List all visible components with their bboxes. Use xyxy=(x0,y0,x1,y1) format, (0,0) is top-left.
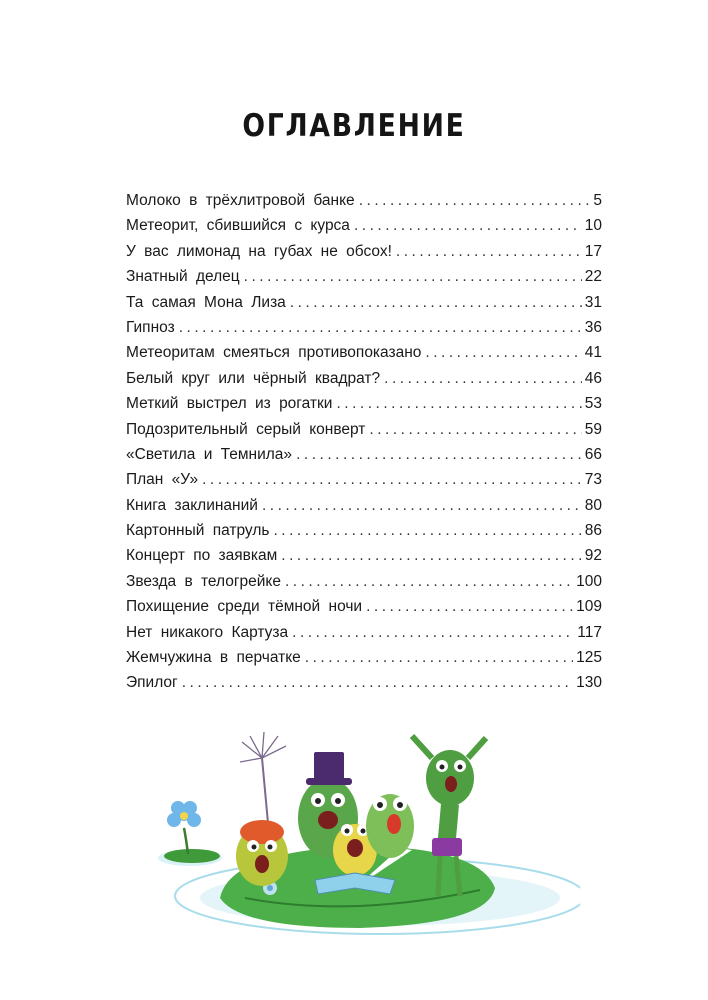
toc-entry-title: Жемчужина в перчатке xyxy=(126,649,301,667)
toc-entry-title: Меткий выстрел из рогатки xyxy=(126,395,333,413)
toc-entry xyxy=(126,442,602,467)
toc-entry xyxy=(126,315,602,340)
toc-entry xyxy=(126,213,602,238)
toc-entry-title: Метеорит, сбившийся с курса xyxy=(126,217,350,235)
toc-entry-page: 41 xyxy=(584,344,602,362)
toc-entry xyxy=(126,670,602,695)
toc-entry-title: Подозрительный серый конверт xyxy=(126,420,366,438)
singing-frogs-on-lily-pad-icon xyxy=(150,728,580,953)
toc-entry-title: Метеоритам смеяться противопоказано xyxy=(126,344,422,362)
toc-entry-page: 92 xyxy=(584,547,602,565)
toc-entry-title: «Светила и Темнила» xyxy=(126,445,293,463)
toc-entry-page: 80 xyxy=(584,496,602,514)
toc-entry-title: У вас лимонад на губах не обсох! xyxy=(126,242,392,260)
toc-entry-title: Белый круг или чёрный квадрат? xyxy=(126,369,381,387)
dot-leader xyxy=(290,290,582,315)
dot-leader xyxy=(281,543,581,568)
toc-entry-page: 100 xyxy=(576,572,602,590)
table-of-contents xyxy=(126,188,602,696)
dot-leader xyxy=(359,188,591,213)
toc-entry xyxy=(126,620,602,645)
dot-leader xyxy=(296,442,582,467)
toc-entry-title: Эпилог xyxy=(126,674,178,692)
toc-entry-title: Похищение среди тёмной ночи xyxy=(126,598,363,616)
dot-leader xyxy=(179,315,582,340)
toc-entry-title: Звезда в телогрейке xyxy=(126,572,281,590)
toc-entry xyxy=(126,543,602,568)
toc-entry-title: Знатный делец xyxy=(126,268,240,286)
toc-entry xyxy=(126,569,602,594)
toc-entry-title: Концерт по заявкам xyxy=(126,547,278,565)
toc-entry-page: 10 xyxy=(584,217,602,235)
toc-entry-page: 17 xyxy=(584,242,602,260)
toc-entry xyxy=(126,594,602,619)
dot-leader xyxy=(396,239,582,264)
toc-entry-page: 86 xyxy=(584,522,602,540)
dot-leader xyxy=(354,213,582,238)
dot-leader xyxy=(244,264,582,289)
toc-entry xyxy=(126,391,602,416)
dot-leader xyxy=(369,417,581,442)
dot-leader xyxy=(305,645,573,670)
dot-leader xyxy=(182,670,573,695)
toc-entry xyxy=(126,290,602,315)
toc-entry-page: 59 xyxy=(584,420,602,438)
toc-entry-title: План «У» xyxy=(126,471,199,489)
toc-entry-title: Книга заклинаний xyxy=(126,496,258,514)
toc-entry-page: 130 xyxy=(576,674,602,692)
toc-entry-page: 46 xyxy=(584,369,602,387)
toc-entry-title: Молоко в трёхлитровой банке xyxy=(126,192,355,209)
dot-leader xyxy=(425,340,581,365)
toc-entry-title: Та самая Мона Лиза xyxy=(126,293,286,311)
toc-entry xyxy=(126,239,602,264)
toc-entry-page: 73 xyxy=(584,471,602,489)
dot-leader xyxy=(292,620,574,645)
toc-entry-page: 31 xyxy=(584,293,602,311)
toc-entry xyxy=(126,188,602,213)
toc-entry-title: Нет никакого Картуза xyxy=(126,623,289,641)
toc-entry xyxy=(126,518,602,543)
toc-entry xyxy=(126,467,602,492)
page-title: ОГЛАВЛЕНИЕ xyxy=(242,108,466,144)
toc-entry-page: 109 xyxy=(576,598,602,616)
toc-entry xyxy=(126,340,602,365)
toc-entry-page: 36 xyxy=(584,318,602,336)
toc-entry xyxy=(126,645,602,670)
dot-leader xyxy=(285,569,573,594)
dot-leader xyxy=(336,391,581,416)
toc-entry-page: 117 xyxy=(577,623,602,641)
toc-entry-title: Картонный патруль xyxy=(126,522,270,540)
toc-entry xyxy=(126,264,602,289)
toc-entry-page: 5 xyxy=(593,192,602,209)
toc-entry xyxy=(126,417,602,442)
dot-leader xyxy=(366,594,573,619)
toc-entry-page: 53 xyxy=(584,395,602,413)
toc-entry-page: 66 xyxy=(584,445,602,463)
dot-leader xyxy=(202,467,582,492)
dot-leader xyxy=(262,493,582,518)
dot-leader xyxy=(273,518,581,543)
toc-entry xyxy=(126,493,602,518)
toc-entry-title: Гипноз xyxy=(126,318,175,336)
dot-leader xyxy=(384,366,582,391)
toc-entry-page: 22 xyxy=(584,268,602,286)
toc-entry-page: 125 xyxy=(576,649,602,667)
toc-entry xyxy=(126,366,602,391)
